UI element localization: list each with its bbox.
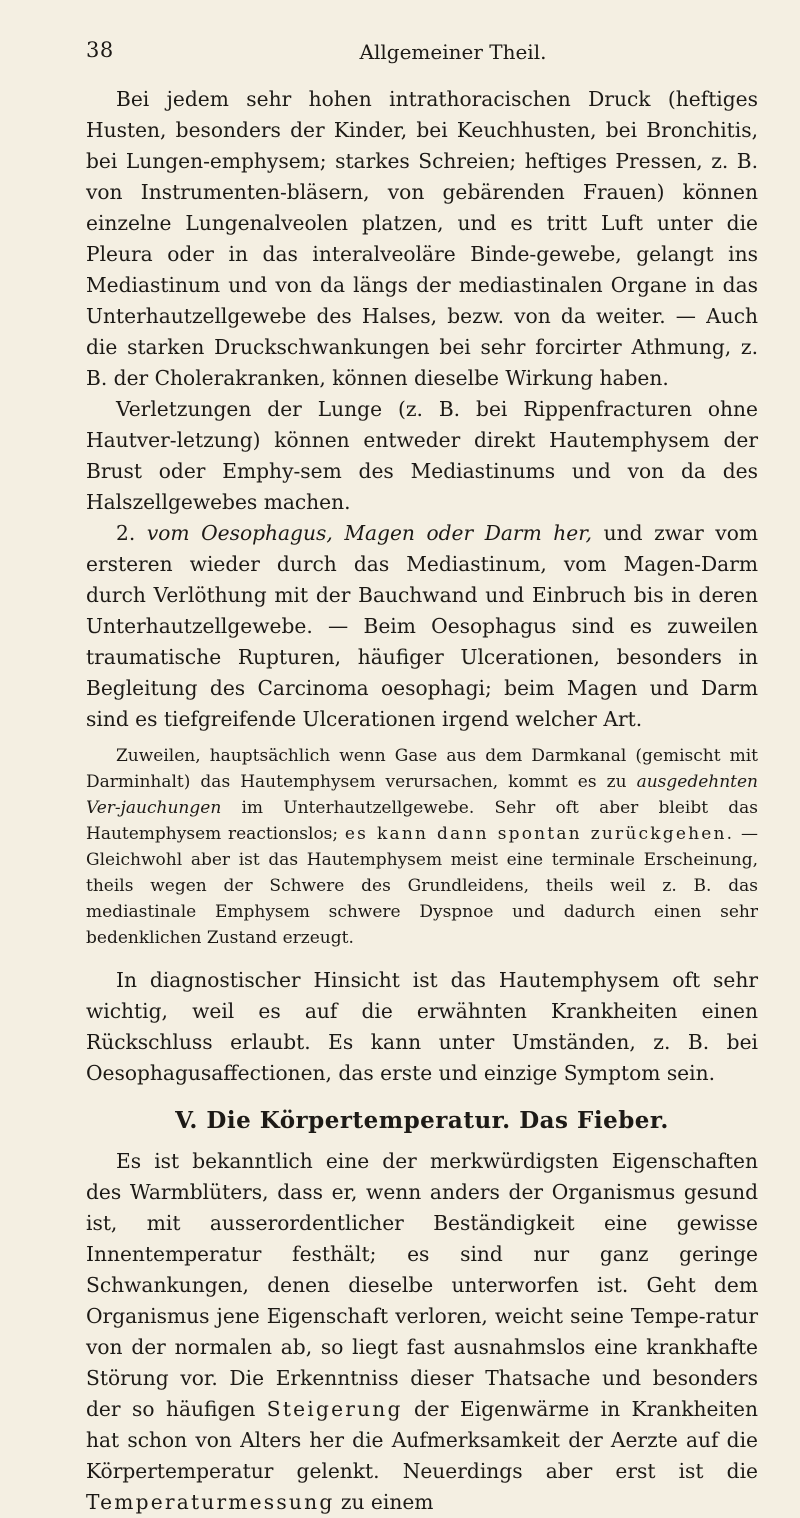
item-number: 2.: [116, 521, 147, 545]
paragraph-text: im Unterhautzellgewebe. Sehr oft aber bleibt das Hautemphysem reactionslos;: [86, 798, 758, 844]
paragraph-diagnostic: In diagnostischer Hinsicht ist das Hautemphysem oft sehr wichtig, weil es auf die erwähnten Krankheiten einen Rückschluss erlaubt. Es kann unter Umständen, z. B. bei Oesophagusaffectionen, das erste und einzige Symptom sein.: [86, 968, 758, 1085]
page-header: [86, 38, 760, 72]
paragraph-text: der Eigenwärme in Krankheiten hat schon von Alters her die Aufmerksamkeit der Aerzte auf die Körpertemperatur gelenkt. Neuerdings aber erst ist die: [86, 1397, 758, 1483]
spaced-phrase: es kann dann spontan zurückgehen.: [344, 824, 735, 844]
paragraph-text: — Gleichwohl aber ist das Hautemphysem meist eine terminale Erscheinung, theils wegen der Schwere des Grundleidens, theils weil z. B. das mediastinale Emphysem schwere Dyspnoe und dadurch einen sehr bedenklichen Zustand erzeugt.: [86, 824, 758, 948]
paragraph-oesophagus: [86, 518, 758, 735]
running-head: Allgemeiner Theil.: [359, 40, 547, 64]
paragraph-gangrene: [86, 743, 758, 951]
paragraph-text: Zuweilen, hauptsächlich wenn Gase aus dem Darmkanal (gemischt mit Darminhalt) das Hautemphysem verursachen, kommt es zu: [86, 746, 758, 792]
spaced-phrase: Temperaturmessung: [86, 1490, 335, 1514]
page-number: 38: [86, 38, 114, 62]
italic-phrase: ausgedehnten Ver-jauchungen: [86, 772, 758, 818]
paragraph-text: und zwar vom ersteren wieder durch das Mediastinum, vom Magen-Darm durch Verlöthung mit der Bauchwand und Einbruch bis in deren Unterhautzellgewebe. — Beim Oesophagus sind es zuweilen traumatische Rupturen, häufiger Ulcerationen, besonders in Begleitung des Carcinoma oesophagi; beim Magen und Darm sind es tiefgreifende Ulcerationen irgend welcher Art.: [86, 521, 758, 731]
page-body: [86, 84, 758, 1518]
spaced-phrase: Steigerung: [266, 1397, 403, 1421]
section-heading: V. Die Körpertemperatur. Das Fieber.: [175, 1107, 669, 1134]
paragraph-text: zu einem: [334, 1490, 434, 1514]
paragraph-body-temperature: [86, 1146, 758, 1518]
italic-phrase: vom Oesophagus, Magen oder Darm her,: [146, 521, 593, 545]
paragraph-lung-injuries: Verletzungen der Lunge (z. B. bei Rippenfracturen ohne Hautver-letzung) können entweder direkt Hautemphysem der Brust oder Emphy-sem des Mediastinums und von da des Halszellgewebes machen.: [86, 397, 758, 514]
paragraph-text: Es ist bekanntlich eine der merkwürdigsten Eigenschaften des Warmblüters, dass er, wenn anders der Organismus gesund ist, mit ausserordentlicher Beständigkeit eine gewisse Innentemperatur festhält; es sind nur ganz geringe Schwankungen, denen dieselbe unterworfen ist. Geht dem Organismus jene Eigenschaft verloren, weicht seine Tempe-ratur von der normalen ab, so liegt fast ausnahmslos eine krankhafte Störung vor. Die Erkenntniss dieser Thatsache und besonders der so häufigen: [86, 1149, 758, 1421]
paragraph-intrathoracic-pressure: Bei jedem sehr hohen intrathoracischen Druck (heftiges Husten, besonders der Kinder, bei Keuchhusten, bei Bronchitis, bei Lungen-emphysem; starkes Schreien; heftiges Pressen, z. B. von Instrumenten-bläsern, von gebärenden Frauen) können einzelne Lungenalveolen platzen, und es tritt Luft unter die Pleura oder in das interalveoläre Binde-gewebe, gelangt ins Mediastinum und von da längs der mediastinalen Organe in das Unterhautzellgewebe des Halses, bezw. von da weiter. — Auch die starken Druckschwankungen bei sehr forcirter Athmung, z. B. der Cholerakranken, können dieselbe Wirkung haben.: [86, 87, 758, 390]
